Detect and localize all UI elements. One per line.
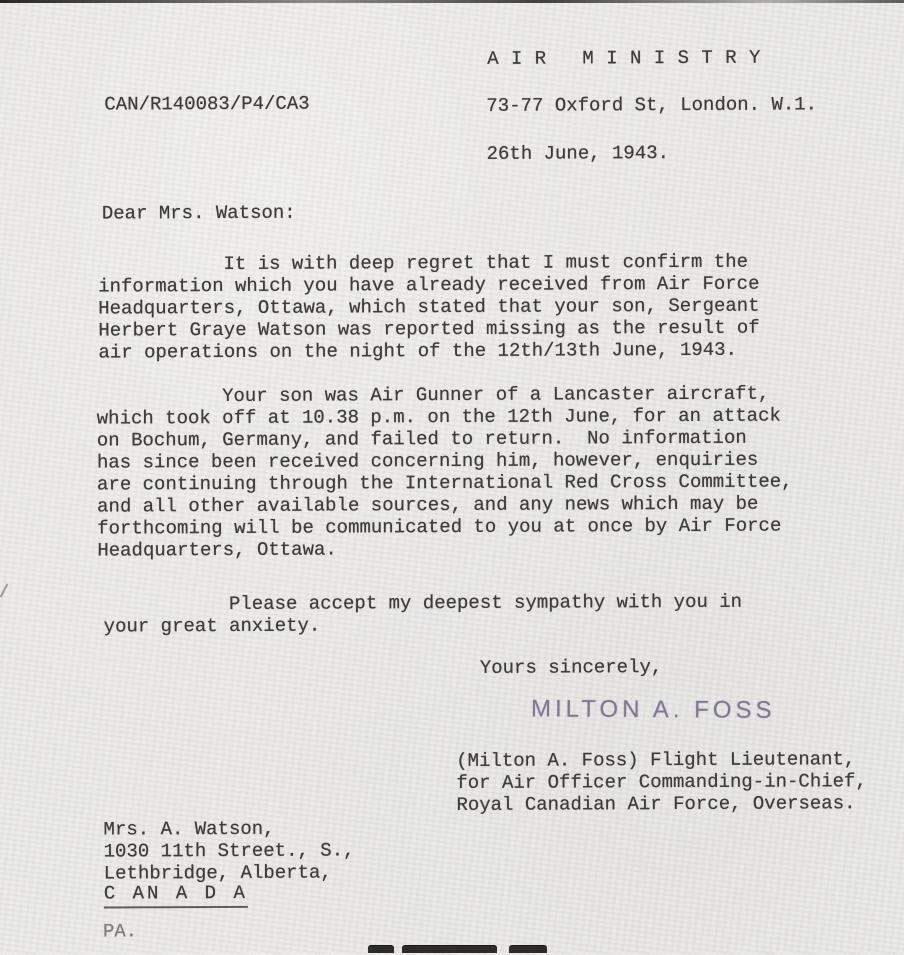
letterhead-street-address: 73-77 Oxford St, London. W.1. — [486, 93, 818, 117]
body-paragraph-1: It is with deep regret that I must confirm the information which you have already received from Air Force Headquarters, Ottawa, which stated that your son, Sergeant Herbert Graye Watson was reported missing as the result of air operations on the night of the 12th/13th June, 1943. — [98, 250, 760, 364]
valediction: Yours sincerely, — [479, 656, 663, 679]
recipient-country — [104, 882, 248, 909]
typist-initials: PA. — [102, 920, 138, 943]
salutation: Dear Mrs. Watson: — [101, 201, 296, 225]
scan-artifact-bottom-3 — [509, 945, 547, 953]
letter-date: 26th June, 1943. — [486, 142, 670, 165]
body-paragraph-2: Your son was Air Gunner of a Lancaster aircraft, which took off at 10.38 p.m. on the 12th June, for an attack on Bochum, Germany, and failed to return. No information has since been received concerning him, however, enquiries are continuing through the International Red Cross Committee, and all other available sources, and any news which may be forthcoming will be communicated to you at once by Air Force Headquarters, Ottawa. — [96, 382, 793, 562]
signature-stamp: MILTON A. FOSS — [530, 695, 776, 724]
signature-block: (Milton A. Foss) Flight Lieutenant, for Air Officer Commanding-in-Chief, Royal Canadian Air Force, Overseas. — [456, 748, 867, 816]
scan-artifact-bottom-1 — [368, 945, 394, 953]
letterhead-organization: A I R M I N I S T R Y — [487, 46, 761, 70]
recipient-address: Mrs. A. Watson, 1030 11th Street., S., Lethbridge, Alberta, — [103, 817, 355, 885]
recipient-country-text: C AN A D A — [104, 882, 248, 909]
scan-artifact-bottom-2 — [402, 945, 497, 953]
letterhead-reference-number: CAN/R140083/P4/CA3 — [104, 92, 310, 116]
body-paragraph-3: Please accept my deepest sympathy with you in your great anxiety. — [103, 590, 743, 638]
